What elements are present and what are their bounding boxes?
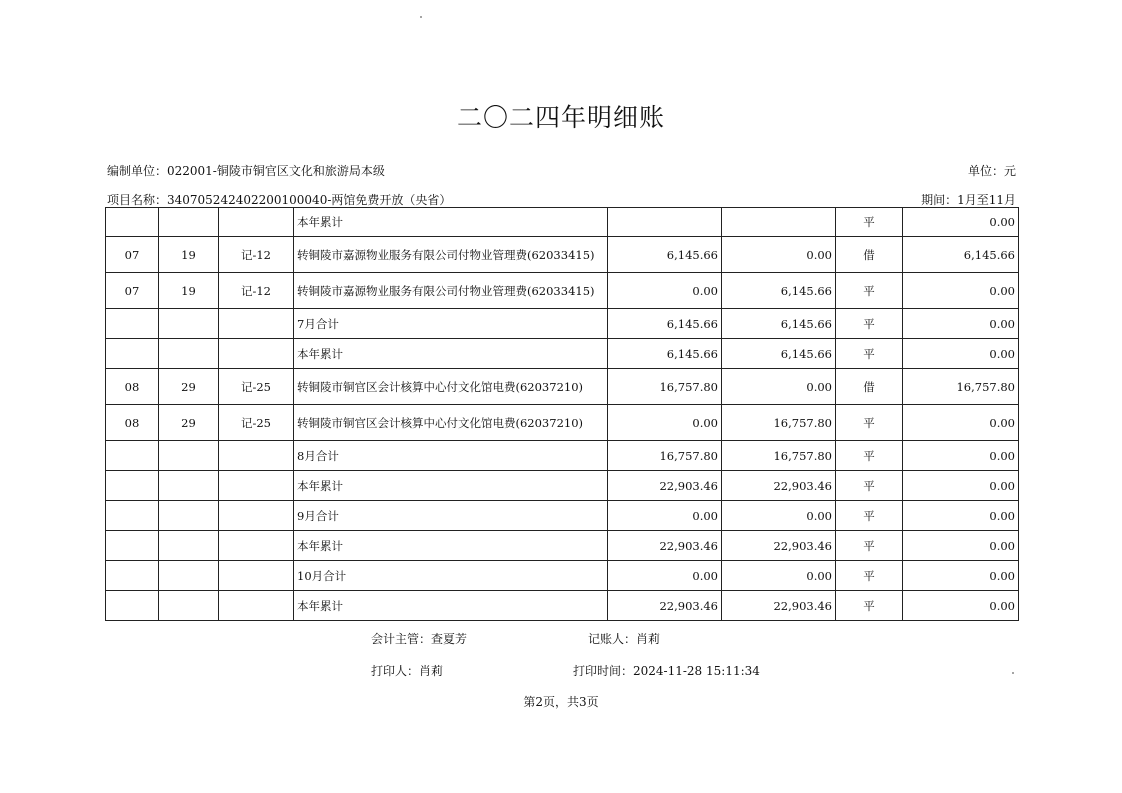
cell-debit: 6,145.66 [608,309,722,339]
cell-month [106,471,159,501]
cell-debit [608,208,722,237]
supervisor-label: 会计主管：查夏芳 [371,632,468,646]
cell-debit: 16,757.80 [608,369,722,405]
cell-debit: 22,903.46 [608,471,722,501]
cell-summary: 转铜陵市铜官区会计核算中心付文化馆电费(62037210) [294,369,608,405]
cell-balance: 0.00 [903,561,1019,591]
cell-debit: 22,903.46 [608,531,722,561]
cell-day [159,309,219,339]
cell-day: 29 [159,369,219,405]
cell-summary: 8月合计 [294,441,608,471]
scan-speck [420,16,422,18]
cell-balance: 0.00 [903,501,1019,531]
cell-direction: 平 [836,531,903,561]
cell-voucher: 记-25 [219,405,294,441]
cell-month: 08 [106,369,159,405]
cell-summary: 本年累计 [294,531,608,561]
cell-credit: 0.00 [722,369,836,405]
org-label: 编制单位：022001-铜陵市铜官区文化和旅游局本级 [107,164,385,178]
cell-credit: 0.00 [722,501,836,531]
table-row [106,531,1019,561]
cell-voucher [219,471,294,501]
period-label: 期间：1月至11月 [921,193,1016,207]
table-row [106,208,1019,237]
cell-balance: 16,757.80 [903,369,1019,405]
cell-month [106,208,159,237]
print-time-label: 打印时间：2024-11-28 15:11:34 [573,664,760,678]
cell-voucher: 记-25 [219,369,294,405]
cell-voucher [219,339,294,369]
table-row [106,591,1019,621]
cell-summary: 10月合计 [294,561,608,591]
bookkeeper-label: 记账人：肖莉 [588,632,661,646]
cell-credit: 0.00 [722,561,836,591]
cell-summary: 本年累计 [294,339,608,369]
cell-voucher [219,441,294,471]
cell-day [159,531,219,561]
table-row [106,369,1019,405]
cell-direction: 平 [836,441,903,471]
cell-balance: 0.00 [903,405,1019,441]
cell-day [159,561,219,591]
cell-debit: 0.00 [608,273,722,309]
cell-debit: 0.00 [608,561,722,591]
cell-voucher [219,208,294,237]
table-row [106,339,1019,369]
cell-direction: 平 [836,501,903,531]
cell-credit: 6,145.66 [722,273,836,309]
cell-direction: 平 [836,591,903,621]
cell-month [106,339,159,369]
cell-month: 07 [106,237,159,273]
cell-day [159,471,219,501]
cell-month [106,531,159,561]
cell-voucher [219,561,294,591]
cell-voucher [219,531,294,561]
cell-direction: 平 [836,273,903,309]
cell-voucher [219,309,294,339]
cell-balance: 0.00 [903,208,1019,237]
cell-balance: 0.00 [903,273,1019,309]
table-row [106,405,1019,441]
table-row [106,501,1019,531]
cell-summary: 7月合计 [294,309,608,339]
cell-balance: 0.00 [903,441,1019,471]
cell-balance: 0.00 [903,339,1019,369]
cell-debit: 22,903.46 [608,591,722,621]
table-row [106,561,1019,591]
project-label: 项目名称：340705242402200100040-两馆免费开放（央省） [107,193,452,207]
table-row [106,441,1019,471]
cell-voucher: 记-12 [219,237,294,273]
cell-summary: 本年累计 [294,471,608,501]
cell-debit: 0.00 [608,405,722,441]
cell-debit: 0.00 [608,501,722,531]
cell-credit: 22,903.46 [722,471,836,501]
table-row [106,273,1019,309]
cell-month [106,561,159,591]
cell-credit: 22,903.46 [722,531,836,561]
cell-credit: 16,757.80 [722,405,836,441]
cell-day: 29 [159,405,219,441]
cell-month [106,501,159,531]
cell-day [159,501,219,531]
table-row [106,237,1019,273]
scan-speck [1012,672,1014,674]
cell-day: 19 [159,273,219,309]
cell-balance: 0.00 [903,309,1019,339]
cell-summary: 本年累计 [294,591,608,621]
cell-debit: 6,145.66 [608,237,722,273]
cell-direction: 借 [836,237,903,273]
cell-day [159,441,219,471]
cell-month [106,309,159,339]
cell-direction: 平 [836,561,903,591]
cell-direction: 借 [836,369,903,405]
cell-credit: 22,903.46 [722,591,836,621]
cell-credit [722,208,836,237]
cell-credit: 6,145.66 [722,339,836,369]
cell-day [159,208,219,237]
cell-day [159,339,219,369]
cell-direction: 平 [836,471,903,501]
cell-summary: 本年累计 [294,208,608,237]
cell-debit: 16,757.80 [608,441,722,471]
table-row [106,471,1019,501]
cell-voucher [219,591,294,621]
cell-balance: 0.00 [903,531,1019,561]
cell-credit: 6,145.66 [722,309,836,339]
ledger-body [106,208,1019,621]
cell-day [159,591,219,621]
cell-month: 07 [106,273,159,309]
cell-voucher: 记-12 [219,273,294,309]
cell-summary: 9月合计 [294,501,608,531]
ledger-table [105,207,1019,621]
cell-month [106,441,159,471]
page-number: 第2页，共3页 [523,695,599,709]
cell-summary: 转铜陵市嘉源物业服务有限公司付物业管理费(62033415) [294,237,608,273]
cell-direction: 平 [836,405,903,441]
cell-balance: 0.00 [903,591,1019,621]
cell-direction: 平 [836,309,903,339]
cell-balance: 0.00 [903,471,1019,501]
cell-summary: 转铜陵市嘉源物业服务有限公司付物业管理费(62033415) [294,273,608,309]
cell-direction: 平 [836,339,903,369]
cell-credit: 16,757.80 [722,441,836,471]
cell-debit: 6,145.66 [608,339,722,369]
cell-credit: 0.00 [722,237,836,273]
cell-balance: 6,145.66 [903,237,1019,273]
table-row [106,309,1019,339]
cell-day: 19 [159,237,219,273]
cell-summary: 转铜陵市铜官区会计核算中心付文化馆电费(62037210) [294,405,608,441]
cell-month [106,591,159,621]
printer-label: 打印人：肖莉 [371,664,444,678]
cell-direction: 平 [836,208,903,237]
cell-voucher [219,501,294,531]
cell-month: 08 [106,405,159,441]
page-title: 二〇二四年明细账 [456,103,665,132]
unit-label: 单位：元 [967,164,1016,178]
